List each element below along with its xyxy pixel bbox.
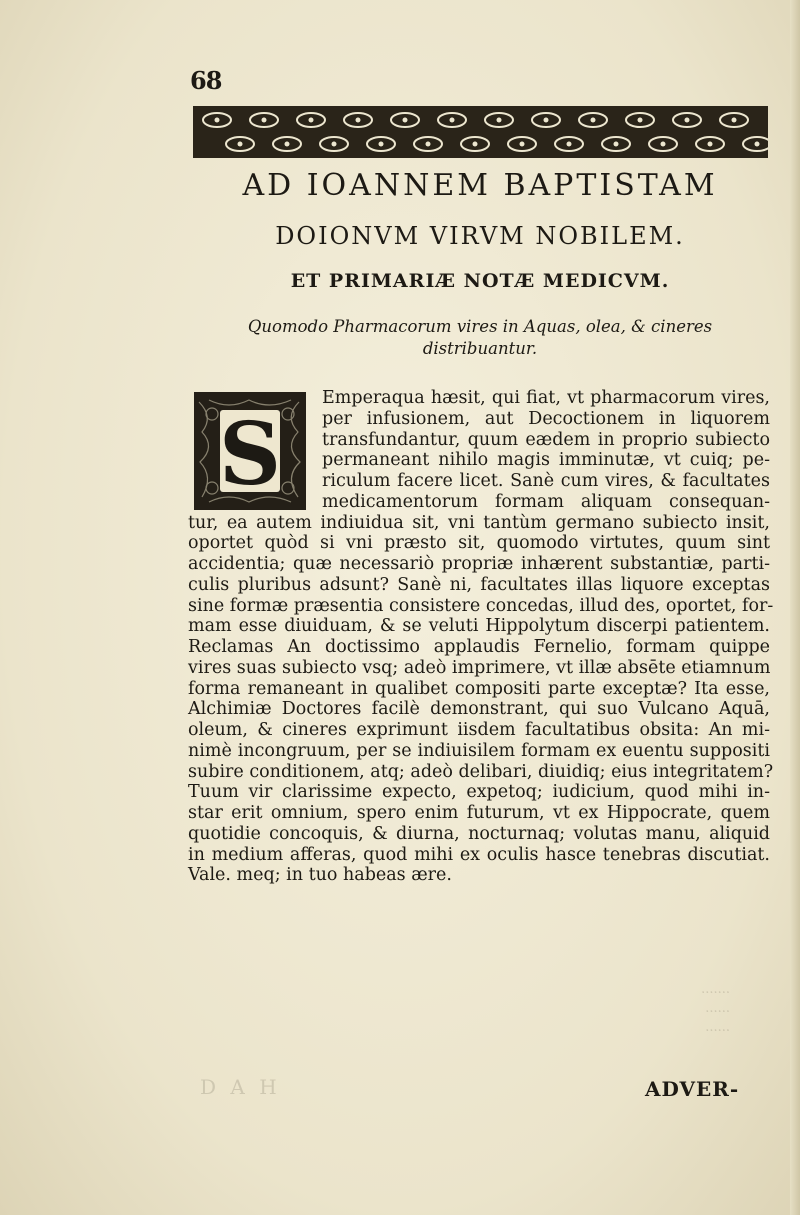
page-edge-shadow bbox=[790, 0, 800, 1215]
body-text bbox=[188, 388, 774, 886]
body-line: sine formæ præsentia consistere concedas, illud des, oportet, for- bbox=[188, 595, 774, 616]
ornamental-header-band bbox=[193, 106, 768, 158]
body-line: vires suas subiecto vsq; adeò imprimere, vt illæ absēte etiamnum bbox=[188, 657, 771, 678]
body-line: mam esse diuiduam, & se veluti Hippolytum discerpi patientem. bbox=[188, 616, 770, 637]
body-line: Reclamas An doctissimo applaudis Fernelio, formam quippe bbox=[188, 637, 770, 657]
subtitle-line-2: distribuantur. bbox=[422, 339, 538, 358]
body-line: in medium afferas, quod mihi ex oculis hasce tenebras discutiat. bbox=[188, 844, 770, 865]
body-line: star erit omnium, spero enim futurum, vt ex Hippocrate, quem bbox=[188, 803, 770, 823]
heading-line-2: DOIONVM VIRVM NOBILEM. bbox=[275, 222, 685, 250]
drop-cap-letter: S bbox=[218, 404, 282, 505]
subtitle bbox=[195, 316, 765, 360]
heading-line-3: ET PRIMARIÆ NOTÆ MEDICVM. bbox=[290, 270, 670, 292]
body-line: transfundantur, quum eædem in proprio subiecto bbox=[322, 429, 770, 450]
body-line: subire conditionem, atq; adeò delibari, diuidiq; eius integritatem? bbox=[188, 761, 774, 782]
body-line: quotidie concoquis, & diurna, nocturnaq; volutas manu, aliquid bbox=[188, 823, 770, 844]
body-line: culis pluribus adsunt? Sanè ni, facultates illas liquore exceptas bbox=[188, 574, 770, 595]
page-number: 68 bbox=[190, 66, 222, 95]
body-line: forma remaneant in qualibet compositi parte exceptæ? Ita esse, bbox=[188, 678, 770, 699]
body-line: permaneant nihilo magis imminutæ, vt cuiq; pe- bbox=[322, 450, 770, 471]
body-line: riculum facere licet. Sanè cum vires, & facultates bbox=[322, 471, 770, 491]
bleed-through-text: ....... ...... ...... bbox=[701, 982, 730, 1035]
body-line: tur, ea autem indiuidua sit, vni tantùm germano subiecto insit, bbox=[188, 512, 770, 533]
catchword: ADVER- bbox=[645, 1077, 740, 1101]
body-line: per infusionem, aut Decoctionem in liquorem bbox=[322, 408, 770, 429]
body-line: Tuum vir clarissime expecto, expetoq; iudicium, quod mihi in- bbox=[188, 782, 770, 803]
body-line: oleum, & cineres exprimunt iisdem facultatibus obsita: An mi- bbox=[188, 720, 770, 740]
body-line: oportet quòd si vni præsto sit, quomodo virtutes, quum sint bbox=[188, 533, 770, 554]
body-line: accidentia; quæ necessariò propriæ inhærent substantiæ, parti- bbox=[188, 554, 770, 574]
bleed-through-marks: D A H bbox=[200, 1075, 281, 1099]
body-line: nimè incongruum, per se indiuisilem formam ex euentu suppositi bbox=[188, 740, 770, 761]
body-line: Vale. meq; in tuo habeas ære. bbox=[188, 865, 452, 886]
heading-line-1: AD IOANNEM BAPTISTAM bbox=[242, 168, 718, 203]
subtitle-line-1: Quomodo Pharmacorum vires in Aquas, olea, & cineres bbox=[247, 317, 713, 336]
body-line: Emperaqua hæsit, qui fiat, vt pharmacorum vires, bbox=[322, 388, 770, 408]
body-line: medicamentorum formam aliquam consequan- bbox=[322, 491, 770, 512]
body-line: Alchimiæ Doctores facilè demonstrant, qui suo Vulcano Aquā, bbox=[188, 699, 770, 720]
